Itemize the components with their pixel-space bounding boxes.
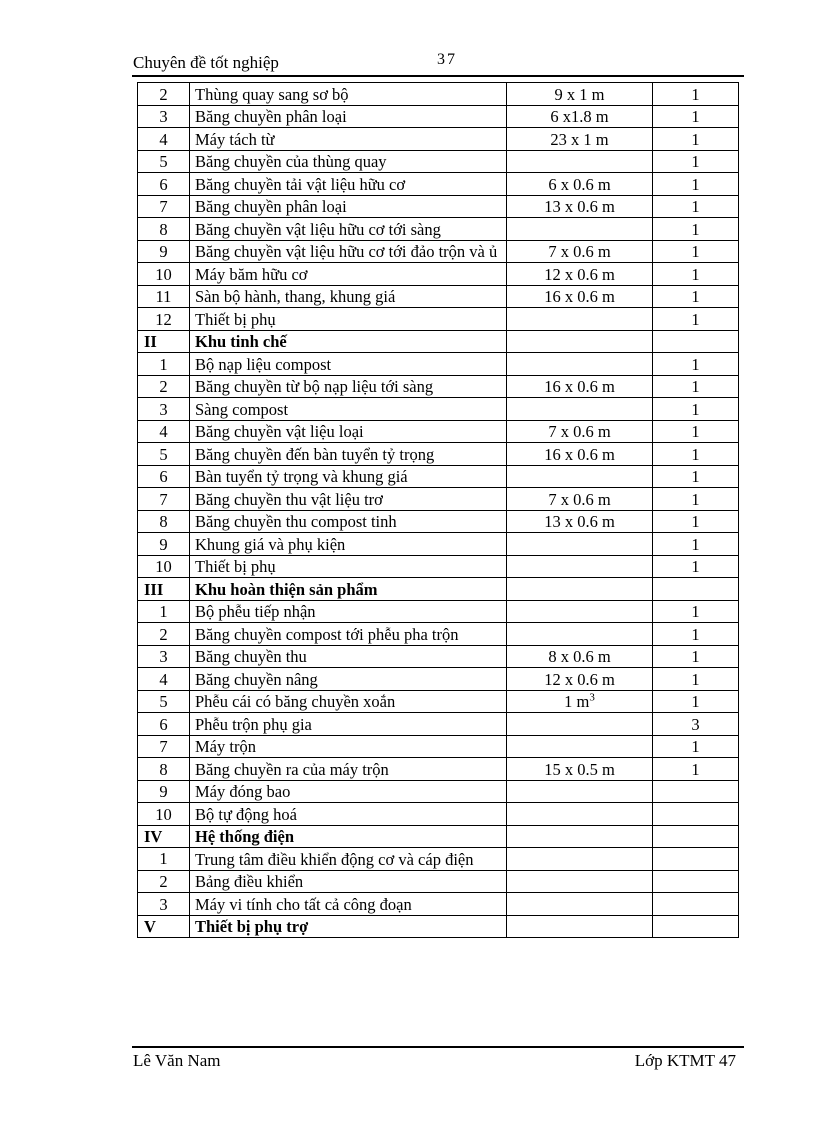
equipment-quantity: 1 <box>653 555 739 578</box>
equipment-name: Sàn bộ hành, thang, khung giá <box>190 285 507 308</box>
page-number: 37 <box>437 51 457 68</box>
equipment-dimension <box>507 578 653 601</box>
equipment-quantity: 1 <box>653 443 739 466</box>
equipment-dimension: 6 x1.8 m <box>507 105 653 128</box>
table-row <box>138 870 739 893</box>
equipment-quantity: 1 <box>653 195 739 218</box>
equipment-name: Băng chuyền thu compost tinh <box>190 510 507 533</box>
equipment-name: Sàng compost <box>190 398 507 421</box>
equipment-quantity <box>653 330 739 353</box>
equipment-name: Trung tâm điều khiển động cơ và cáp điện <box>190 848 507 871</box>
equipment-quantity: 1 <box>653 173 739 196</box>
equipment-name: Bảng điều khiển <box>190 870 507 893</box>
equipment-name: Máy đóng bao <box>190 780 507 803</box>
footer-author: Lê Văn Nam <box>133 1051 221 1070</box>
equipment-quantity: 1 <box>653 510 739 533</box>
equipment-dimension <box>507 555 653 578</box>
equipment-table <box>137 82 739 938</box>
row-number: 5 <box>138 690 190 713</box>
equipment-quantity: 1 <box>653 600 739 623</box>
equipment-name: Băng chuyền đến bàn tuyển tỷ trọng <box>190 443 507 466</box>
equipment-quantity: 1 <box>653 150 739 173</box>
equipment-quantity: 1 <box>653 690 739 713</box>
equipment-quantity <box>653 915 739 938</box>
table-row <box>138 713 739 736</box>
table-row <box>138 848 739 871</box>
equipment-dimension <box>507 465 653 488</box>
table-row <box>138 533 739 556</box>
row-number: 10 <box>138 263 190 286</box>
equipment-dimension <box>507 735 653 758</box>
row-number: 4 <box>138 668 190 691</box>
equipment-name: Bộ nạp liệu compost <box>190 353 507 376</box>
section-row <box>138 578 739 601</box>
row-number: 2 <box>138 83 190 106</box>
equipment-dimension: 7 x 0.6 m <box>507 420 653 443</box>
row-number: 8 <box>138 510 190 533</box>
row-number: 1 <box>138 600 190 623</box>
equipment-quantity <box>653 848 739 871</box>
equipment-quantity: 1 <box>653 668 739 691</box>
table-row <box>138 128 739 151</box>
equipment-name: Thùng quay sang sơ bộ <box>190 83 507 106</box>
equipment-quantity: 1 <box>653 488 739 511</box>
equipment-name: Khu hoàn thiện sản phẩm <box>190 578 507 601</box>
equipment-quantity: 1 <box>653 375 739 398</box>
equipment-name: Thiết bị phụ trợ <box>190 915 507 938</box>
equipment-table-body <box>138 83 739 938</box>
table-row <box>138 105 739 128</box>
row-number: 7 <box>138 735 190 758</box>
row-number: 1 <box>138 353 190 376</box>
row-number: 5 <box>138 150 190 173</box>
equipment-dimension: 12 x 0.6 m <box>507 668 653 691</box>
equipment-name: Băng chuyền phân loại <box>190 105 507 128</box>
table-row <box>138 285 739 308</box>
equipment-name: Băng chuyền phân loại <box>190 195 507 218</box>
table-row <box>138 623 739 646</box>
row-number: 8 <box>138 758 190 781</box>
table-row <box>138 420 739 443</box>
equipment-quantity: 1 <box>653 420 739 443</box>
row-number: IV <box>138 825 190 848</box>
table-row <box>138 83 739 106</box>
equipment-dimension: 23 x 1 m <box>507 128 653 151</box>
row-number: 1 <box>138 848 190 871</box>
row-number: 5 <box>138 443 190 466</box>
table-row <box>138 375 739 398</box>
equipment-dimension <box>507 150 653 173</box>
equipment-quantity: 1 <box>653 758 739 781</box>
equipment-quantity <box>653 825 739 848</box>
equipment-quantity: 1 <box>653 83 739 106</box>
row-number: III <box>138 578 190 601</box>
table-row <box>138 150 739 173</box>
equipment-dimension: 16 x 0.6 m <box>507 285 653 308</box>
row-number: 3 <box>138 893 190 916</box>
equipment-quantity: 1 <box>653 353 739 376</box>
table-row <box>138 645 739 668</box>
equipment-name: Bộ tự động hoá <box>190 803 507 826</box>
equipment-name: Bàn tuyển tỷ trọng và khung giá <box>190 465 507 488</box>
equipment-name: Máy vi tính cho tất cả công đoạn <box>190 893 507 916</box>
row-number: 10 <box>138 555 190 578</box>
row-number: 3 <box>138 645 190 668</box>
table-row <box>138 398 739 421</box>
row-number: 7 <box>138 488 190 511</box>
table-row <box>138 600 739 623</box>
equipment-name: Băng chuyền vật liệu loại <box>190 420 507 443</box>
section-row <box>138 330 739 353</box>
table-row <box>138 893 739 916</box>
equipment-dimension: 15 x 0.5 m <box>507 758 653 781</box>
row-number: 12 <box>138 308 190 331</box>
equipment-dimension <box>507 623 653 646</box>
equipment-name: Băng chuyền compost tới phễu pha trộn <box>190 623 507 646</box>
table-row <box>138 173 739 196</box>
row-number: V <box>138 915 190 938</box>
equipment-quantity <box>653 578 739 601</box>
equipment-dimension: 13 x 0.6 m <box>507 510 653 533</box>
row-number: 9 <box>138 780 190 803</box>
equipment-dimension <box>507 848 653 871</box>
equipment-name: Bộ phễu tiếp nhận <box>190 600 507 623</box>
equipment-name: Phễu trộn phụ gia <box>190 713 507 736</box>
table-row <box>138 218 739 241</box>
equipment-dimension: 6 x 0.6 m <box>507 173 653 196</box>
row-number: 4 <box>138 420 190 443</box>
table-row <box>138 780 739 803</box>
equipment-dimension <box>507 893 653 916</box>
table-row <box>138 308 739 331</box>
row-number: 3 <box>138 105 190 128</box>
equipment-quantity: 1 <box>653 240 739 263</box>
equipment-quantity: 1 <box>653 263 739 286</box>
equipment-name: Băng chuyền thu <box>190 645 507 668</box>
equipment-dimension <box>507 780 653 803</box>
equipment-name: Băng chuyền nâng <box>190 668 507 691</box>
row-number: II <box>138 330 190 353</box>
equipment-quantity: 1 <box>653 645 739 668</box>
equipment-dimension <box>507 398 653 421</box>
table-row <box>138 510 739 533</box>
equipment-name: Băng chuyền tải vật liệu hữu cơ <box>190 173 507 196</box>
equipment-name: Băng chuyền vật liệu hữu cơ tới đảo trộn và ủ <box>190 240 507 263</box>
equipment-name: Băng chuyền từ bộ nạp liệu tới sàng <box>190 375 507 398</box>
equipment-name: Băng chuyền thu vật liệu trơ <box>190 488 507 511</box>
table-row <box>138 758 739 781</box>
equipment-quantity: 1 <box>653 623 739 646</box>
equipment-dimension: 7 x 0.6 m <box>507 240 653 263</box>
equipment-name: Thiết bị phụ <box>190 555 507 578</box>
equipment-quantity: 1 <box>653 218 739 241</box>
equipment-name: Máy trộn <box>190 735 507 758</box>
equipment-dimension <box>507 330 653 353</box>
footer-class: Lớp KTMT 47 <box>634 1051 736 1070</box>
table-row <box>138 668 739 691</box>
row-number: 6 <box>138 173 190 196</box>
row-number: 11 <box>138 285 190 308</box>
table-row <box>138 195 739 218</box>
equipment-dimension: 8 x 0.6 m <box>507 645 653 668</box>
equipment-dimension <box>507 218 653 241</box>
table-row <box>138 735 739 758</box>
row-number: 7 <box>138 195 190 218</box>
footer-divider <box>132 1046 744 1048</box>
equipment-quantity: 1 <box>653 308 739 331</box>
equipment-quantity: 1 <box>653 128 739 151</box>
equipment-quantity: 1 <box>653 465 739 488</box>
equipment-dimension <box>507 803 653 826</box>
table-row <box>138 240 739 263</box>
row-number: 3 <box>138 398 190 421</box>
equipment-name: Khung giá và phụ kiện <box>190 533 507 556</box>
equipment-name: Hệ thống điện <box>190 825 507 848</box>
row-number: 6 <box>138 713 190 736</box>
table-row <box>138 443 739 466</box>
equipment-quantity: 1 <box>653 285 739 308</box>
row-number: 6 <box>138 465 190 488</box>
equipment-name: Máy tách từ <box>190 128 507 151</box>
equipment-dimension <box>507 713 653 736</box>
row-number: 2 <box>138 623 190 646</box>
equipment-quantity: 1 <box>653 735 739 758</box>
equipment-quantity <box>653 893 739 916</box>
equipment-name: Khu tinh chế <box>190 330 507 353</box>
equipment-dimension: 13 x 0.6 m <box>507 195 653 218</box>
row-number: 2 <box>138 870 190 893</box>
equipment-name: Phễu cái có băng chuyền xoắn <box>190 690 507 713</box>
page-header-title: Chuyên đề tốt nghiệp <box>133 53 279 72</box>
equipment-dimension <box>507 308 653 331</box>
table-row <box>138 353 739 376</box>
equipment-name: Băng chuyền ra của máy trộn <box>190 758 507 781</box>
equipment-dimension: 16 x 0.6 m <box>507 443 653 466</box>
equipment-name: Thiết bị phụ <box>190 308 507 331</box>
table-row <box>138 465 739 488</box>
equipment-name: Băng chuyền của thùng quay <box>190 150 507 173</box>
row-number: 9 <box>138 533 190 556</box>
table-row <box>138 555 739 578</box>
equipment-dimension: 12 x 0.6 m <box>507 263 653 286</box>
equipment-dimension <box>507 533 653 556</box>
equipment-dimension: 16 x 0.6 m <box>507 375 653 398</box>
equipment-dimension <box>507 600 653 623</box>
section-row <box>138 915 739 938</box>
equipment-name: Máy băm hữu cơ <box>190 263 507 286</box>
row-number: 9 <box>138 240 190 263</box>
equipment-dimension: 9 x 1 m <box>507 83 653 106</box>
row-number: 4 <box>138 128 190 151</box>
equipment-dimension <box>507 870 653 893</box>
row-number: 8 <box>138 218 190 241</box>
equipment-name: Băng chuyền vật liệu hữu cơ tới sàng <box>190 218 507 241</box>
equipment-quantity: 1 <box>653 105 739 128</box>
equipment-quantity: 3 <box>653 713 739 736</box>
table-row <box>138 263 739 286</box>
section-row <box>138 825 739 848</box>
table-row <box>138 803 739 826</box>
equipment-quantity: 1 <box>653 398 739 421</box>
header-divider <box>132 75 744 77</box>
equipment-dimension <box>507 915 653 938</box>
row-number: 10 <box>138 803 190 826</box>
equipment-dimension: 7 x 0.6 m <box>507 488 653 511</box>
equipment-quantity: 1 <box>653 533 739 556</box>
equipment-quantity <box>653 780 739 803</box>
equipment-dimension <box>507 353 653 376</box>
equipment-quantity <box>653 870 739 893</box>
equipment-quantity <box>653 803 739 826</box>
row-number: 2 <box>138 375 190 398</box>
equipment-dimension: 1 $m^3$ <box>507 690 653 713</box>
table-row <box>138 690 739 713</box>
table-row <box>138 488 739 511</box>
equipment-dimension <box>507 825 653 848</box>
unit-exponent: 3 <box>589 691 595 704</box>
